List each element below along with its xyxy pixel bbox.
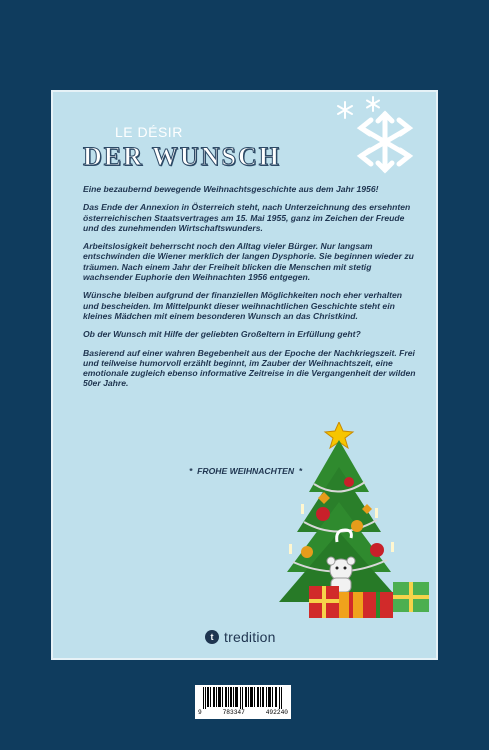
greeting: * FROHE WEIHNACHTEN * bbox=[189, 466, 303, 476]
book-title: DER WUNSCH bbox=[83, 142, 281, 171]
paragraph-3: Arbeitslosigkeit beherrscht noch den Alltag vieler Bürger. Nur langsam entschwinden die Wiener merklich der langen Dysphorie. Sie beginnen wieder zu träumen. Nach einem Jahr der Freiheit blicken die Menschen mit stetig wachsender Euphorie den Weihnachten 1956 entgegen. bbox=[83, 241, 414, 283]
back-cover-panel bbox=[51, 90, 438, 660]
isbn-prefix: 9 bbox=[198, 709, 202, 716]
blurb bbox=[83, 184, 418, 397]
snowflakes-icon bbox=[333, 94, 433, 174]
paragraph-6: Basierend auf einer wahren Begebenheit aus der Epoche der Nachkriegszeit. Frei und teilweise humorvoll erzählt beginnt, im Zauber der Weihnachtszeit, eine emotionale zugleich ebenso informative Zeitreise in die Vergangenheit der wilden 50er Jahre. bbox=[83, 347, 416, 389]
paragraph-4: Wünsche bleiben aufgrund der finanziellen Möglichkeiten noch eher verhalten und bescheiden. Im Mittelpunkt dieser weihnachtlichen Geschichte steht ein kleines Mädchen mit einem besonderen Wunsch an das Christkind. bbox=[83, 290, 402, 321]
isbn-digits bbox=[195, 709, 291, 716]
publisher-logo bbox=[205, 629, 276, 645]
subtitle: LE DÉSIR bbox=[115, 124, 183, 140]
paragraph-1: Eine bezaubernd bewegende Weihnachtsgeschichte aus dem Jahr 1956! bbox=[83, 184, 379, 194]
paragraph-2: Das Ende der Annexion in Österreich steht, nach Unterzeichnung des ersehnten österreichischen Staatsvertrages am 15. Mai 1955, ganz im Zeichen der Freude und des zunehmenden Wirtschaftswunders. bbox=[83, 202, 411, 233]
isbn-barcode bbox=[195, 685, 291, 719]
christmas-tree-icon bbox=[279, 422, 429, 627]
isbn-group-2: 492240 bbox=[265, 709, 288, 716]
publisher-name: tredition bbox=[224, 629, 276, 645]
isbn-group-1: 783347 bbox=[222, 709, 245, 716]
barcode-bars bbox=[195, 685, 291, 711]
tredition-icon: t bbox=[205, 630, 219, 644]
paragraph-5: Ob der Wunsch mit Hilfe der geliebten Großeltern in Erfüllung geht? bbox=[83, 329, 361, 340]
